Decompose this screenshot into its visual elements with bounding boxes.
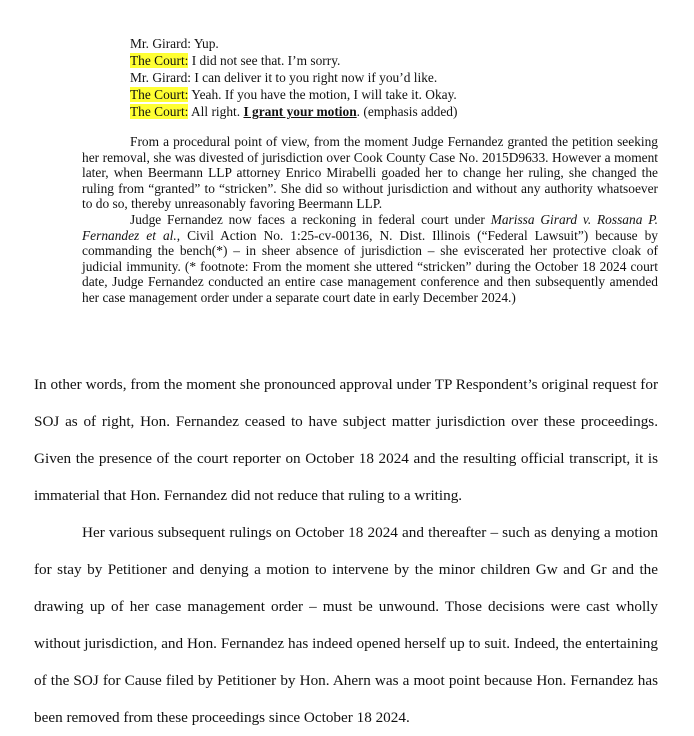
block-text: , Civil Action No. 1:25-cv-00136, N. Dist. Illinois (“Federal Lawsuit”) because by commanding the bench(*) – in sheer absence of jurisdiction – she eviscerated her protective cloak of judicial immunity. (* footnote: From the moment she uttered “stricken” during the October 18 2024 court date, Judge Fernandez conducted an entire case management conference and then subsequently amended her case management order under a separate court date in early December 2024.) (82, 227, 658, 305)
body-text (34, 366, 658, 736)
block-paragraph-2 (82, 212, 658, 306)
case-citation: Marissa Girard v. Rossana P. Fernandez et al. (82, 211, 658, 243)
dialogue-line (130, 103, 457, 120)
body-paragraph-1: In other words, from the moment she pronounced approval under TP Respondent’s original request for SOJ as of right, Hon. Fernandez ceased to have subject matter jurisdiction over these proceedings. Given the presence of the court reporter on October 18 2024 and the resulting official transcript, it is immaterial that Hon. Fernandez did not reduce that ruling to a writing. (34, 376, 658, 504)
speaker-label-highlighted: The Court: (130, 87, 189, 102)
dialogue-text: I did not see that. I’m sorry. (188, 53, 341, 68)
speaker-label: Mr. Girard: (130, 36, 191, 51)
dialogue-line (130, 52, 457, 69)
dialogue-text: Yup. (191, 36, 219, 51)
speaker-label-highlighted: The Court: (130, 104, 189, 119)
dialogue-text: Yeah. If you have the motion, I will take it. Okay. (188, 87, 457, 102)
grant-motion-emphasis: I grant your motion (243, 104, 357, 119)
block-quote (82, 134, 658, 306)
speaker-label: Mr. Girard: (130, 70, 191, 85)
speaker-label-highlighted: The Court: (130, 53, 189, 68)
transcript-excerpt (130, 35, 457, 120)
dialogue-text: All right. (188, 104, 244, 119)
dialogue-line (130, 69, 457, 86)
block-text: Judge Fernandez now faces a reckoning in federal court under (130, 211, 491, 227)
dialogue-text: I can deliver it to you right now if you’d like. (191, 70, 438, 85)
block-paragraph-1: From a procedural point of view, from the moment Judge Fernandez granted the petition seeking her removal, she was divested of jurisdiction over Cook County Case No. 2015D9633. However a moment later, when Beermann LLP attorney Enrico Mirabelli goaded her to change her ruling, she changed the ruling from “granted” to “stricken”. She did so without jurisdiction and without any authority whatsoever to do so, thereby unreasonably favoring Beermann LLP. (82, 134, 658, 212)
dialogue-text-after: . (emphasis added) (356, 104, 458, 119)
body-paragraph-2: Her various subsequent rulings on October 18 2024 and thereafter – such as denying a motion for stay by Petitioner and denying a motion to intervene by the minor children Gw and Gr and the drawing up of her case management order – must be unwound. Those decisions were cast wholly without jurisdiction, and Hon. Fernandez has indeed opened herself up to suit. Indeed, the entertaining of the SOJ for Cause filed by Petitioner by Hon. Ahern was a moot point because Hon. Fernandez has been removed from these proceedings since October 18 2024. (34, 524, 658, 726)
dialogue-line (130, 35, 457, 52)
dialogue-line (130, 86, 457, 103)
